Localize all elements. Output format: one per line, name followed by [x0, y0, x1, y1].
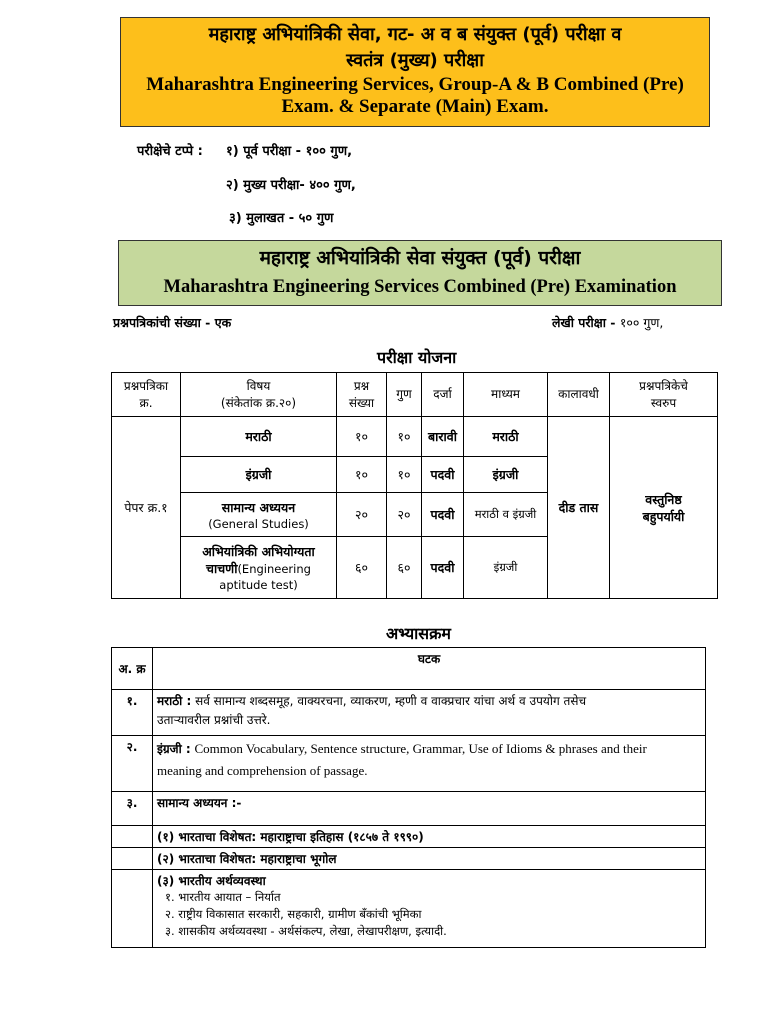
- nature-cell: वस्तुनिष्ठ बहुपर्यायी: [610, 417, 718, 599]
- list-item: २. राष्ट्रीय विकासात सरकारी, सहकारी, ग्रामीण बँकांची भूमिका: [165, 907, 422, 921]
- marks-cell: २०: [387, 493, 422, 537]
- questions-cell: १०: [337, 417, 387, 457]
- col-medium: माध्यम: [464, 373, 548, 417]
- medium-cell: मराठी व इंग्रजी: [464, 493, 548, 537]
- col-component: घटक: [153, 648, 706, 690]
- serial-cell: [112, 848, 153, 870]
- pre-exam-banner: [118, 240, 722, 306]
- table-row: [112, 792, 706, 826]
- paper-number: पेपर क्र.१: [112, 417, 181, 599]
- stages-label: परीक्षेचे टप्पे :: [137, 144, 203, 159]
- col-duration: कालावधी: [548, 373, 610, 417]
- col-paper-no: प्रश्नपत्रिका क्र.: [112, 373, 181, 417]
- component-cell: (१) भारताचा विशेषत: महाराष्ट्राचा इतिहास (१८५७ ते १९९०): [153, 826, 706, 848]
- marks-cell: ६०: [387, 537, 422, 599]
- subject-cell: मराठी: [181, 417, 337, 457]
- table-row: [112, 690, 706, 736]
- syllabus-table: [111, 647, 706, 948]
- written-exam-marks: १०० गुण,: [619, 315, 664, 330]
- stage-item: २) मुख्य परीक्षा- ४०० गुण,: [226, 178, 356, 193]
- list-item: १. भारतीय आयात – निर्यात: [165, 890, 281, 904]
- questions-cell: ६०: [337, 537, 387, 599]
- subject-cell: अभियांत्रिकी अभियोग्यता चाचणी(Engineering aptitude test): [181, 537, 337, 599]
- col-nature: प्रश्नपत्रिकेचे स्वरुप: [610, 373, 718, 417]
- stage-item: १) पूर्व परीक्षा - १०० गुण,: [226, 144, 353, 159]
- table-row: [112, 870, 706, 948]
- serial-cell: ३.: [112, 792, 153, 826]
- title-english-line1: Maharashtra Engineering Services, Group-A & B Combined (Pre): [146, 74, 684, 95]
- papers-count: प्रश्नपत्रिकांची संख्या - एक: [113, 315, 232, 330]
- medium-cell: इंग्रजी: [464, 537, 548, 599]
- table-header-row: [112, 373, 718, 417]
- subject-cell: इंग्रजी: [181, 457, 337, 493]
- marks-cell: १०: [387, 417, 422, 457]
- list-item: ३. शासकीय अर्थव्यवस्था - अर्थसंकल्प, लेखा, लेखापरीक्षण, इत्यादी.: [165, 924, 447, 938]
- title-marathi: महाराष्ट्र अभियांत्रिकी सेवा, गट- अ व ब संयुक्त (पूर्व) परीक्षा व: [208, 24, 622, 45]
- component-cell: मराठी : सर्व सामान्य शब्दसमूह, वाक्यरचना, व्याकरण, म्हणी व वाक्प्रचार यांचा अर्थ व उपयोग तसेच उताऱ्यावरील प्रश्नांची उत्तरे.: [153, 690, 706, 736]
- component-cell: सामान्य अध्ययन :-: [153, 792, 706, 826]
- marks-cell: १०: [387, 457, 422, 493]
- serial-cell: [112, 826, 153, 848]
- level-cell: पदवी: [422, 493, 464, 537]
- col-questions: प्रश्न संख्या: [337, 373, 387, 417]
- component-cell: [153, 870, 706, 948]
- main-title-banner: [120, 17, 710, 127]
- questions-cell: १०: [337, 457, 387, 493]
- col-level: दर्जा: [422, 373, 464, 417]
- table-row: [112, 417, 718, 457]
- component-cell: इंग्रजी : Common Vocabulary, Sentence structure, Grammar, Use of Idioms & phrases and their meaning and comprehension of passage.: [153, 736, 706, 792]
- exam-scheme-table: [111, 372, 718, 599]
- written-exam-label: लेखी परीक्षा -: [552, 315, 616, 330]
- stage-item: ३) मुलाखत - ५० गुण: [229, 211, 334, 226]
- subject-cell: सामान्य अध्ययन (General Studies): [181, 493, 337, 537]
- pre-exam-title-marathi: महाराष्ट्र अभियांत्रिकी सेवा संयुक्त (पूर्व) परीक्षा: [259, 247, 581, 269]
- economy-heading: (३) भारतीय अर्थव्यवस्था: [157, 874, 266, 888]
- duration-cell: दीड तास: [548, 417, 610, 599]
- serial-cell: १.: [112, 690, 153, 736]
- level-cell: पदवी: [422, 457, 464, 493]
- serial-cell: [112, 870, 153, 948]
- table-row: [112, 736, 706, 792]
- component-cell: (२) भारताचा विशेषत: महाराष्ट्राचा भूगोल: [153, 848, 706, 870]
- written-exam: [552, 314, 663, 331]
- title-english-line2: Exam. & Separate (Main) Exam.: [281, 96, 549, 117]
- serial-cell: २.: [112, 736, 153, 792]
- table-row: [112, 826, 706, 848]
- scheme-title: परीक्षा योजना: [377, 348, 457, 367]
- title-marathi-line2: स्वतंत्र (मुख्य) परीक्षा: [346, 50, 484, 71]
- medium-cell: इंग्रजी: [464, 457, 548, 493]
- syllabus-title: अभ्यासक्रम: [386, 624, 451, 643]
- syllabus-header-row: [112, 648, 706, 690]
- col-subject: विषय (संकेतांक क्र.२०): [181, 373, 337, 417]
- col-marks: गुण: [387, 373, 422, 417]
- pre-exam-title-english: Maharashtra Engineering Services Combined (Pre) Examination: [163, 277, 677, 297]
- table-row: [112, 848, 706, 870]
- col-serial: अ. क्र: [112, 648, 153, 690]
- questions-cell: २०: [337, 493, 387, 537]
- level-cell: पदवी: [422, 537, 464, 599]
- medium-cell: मराठी: [464, 417, 548, 457]
- level-cell: बारावी: [422, 417, 464, 457]
